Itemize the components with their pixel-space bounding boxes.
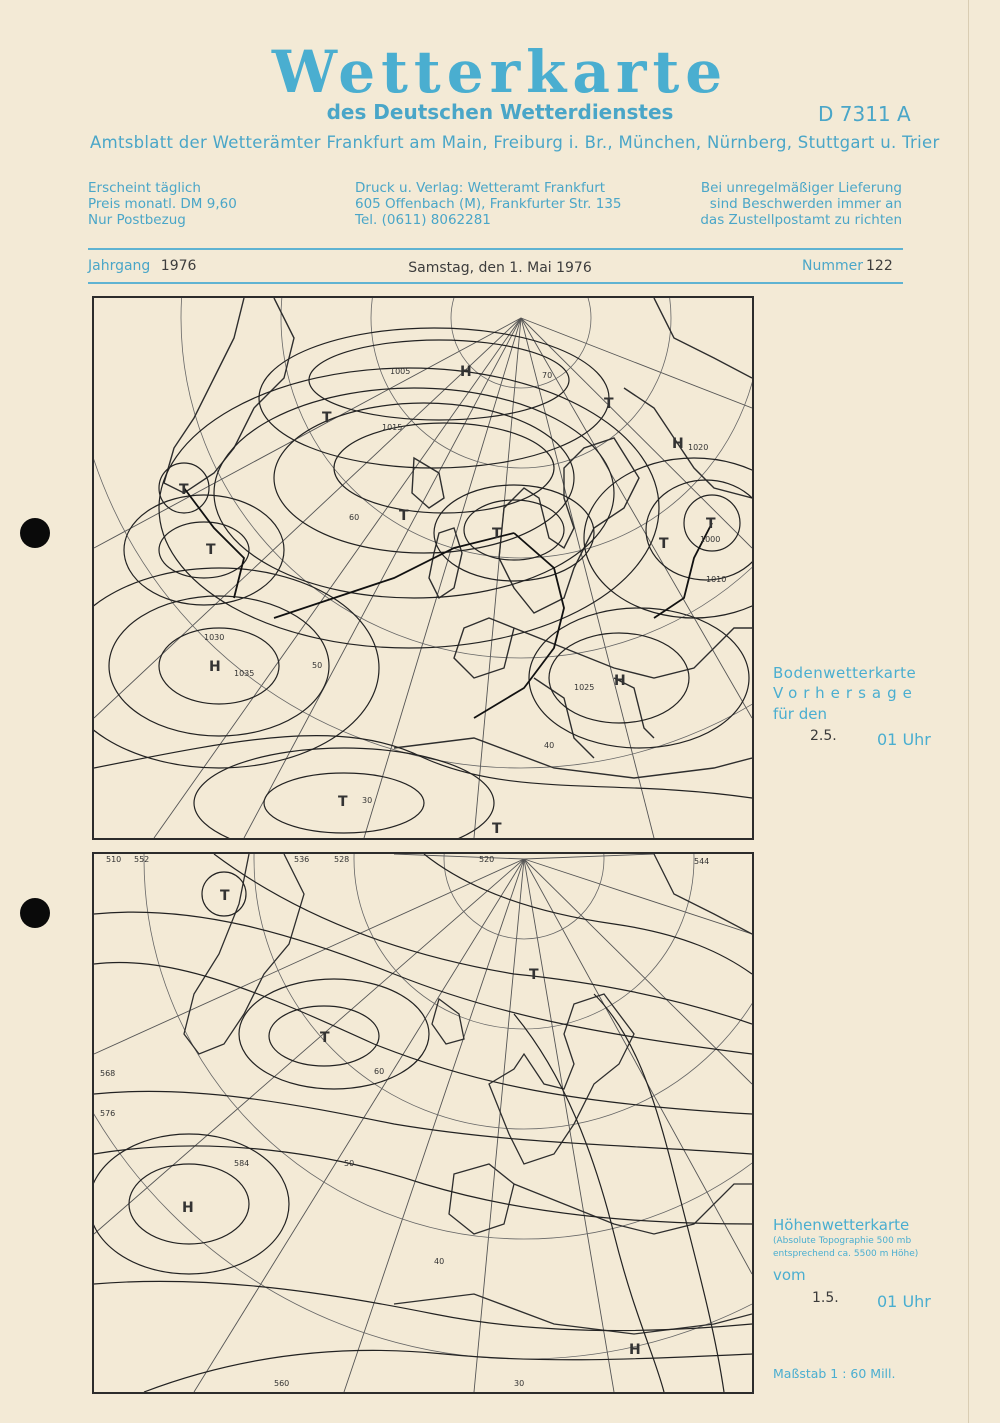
- contour-value: 544: [694, 857, 710, 866]
- low-label: T: [220, 888, 230, 904]
- low-label: T: [706, 516, 716, 532]
- upper-caption-from: vom: [773, 1266, 806, 1284]
- info-line: Preis monatl. DM 9,60: [88, 196, 237, 212]
- header-rule-top: [88, 248, 903, 250]
- low-label: T: [179, 482, 189, 498]
- latitude-value: 60: [374, 1067, 385, 1076]
- publisher-info: [355, 180, 622, 228]
- latitude-value: 50: [344, 1159, 355, 1168]
- delivery-notice: [700, 180, 902, 228]
- low-label: T: [338, 794, 348, 810]
- authorities-line: Amtsblatt der Wetterämter Frankfurt am Main, Freiburg i. Br., München, Nürnberg, Stuttgart u. Trier: [90, 133, 940, 152]
- low-label: T: [492, 821, 502, 837]
- isobar-value: 1035: [234, 669, 255, 678]
- surface-weather-map: [92, 296, 754, 840]
- contour-value: 560: [274, 1379, 290, 1388]
- low-label: T: [529, 967, 539, 983]
- isobar-value: 1005: [390, 367, 411, 376]
- contour-value: 520: [479, 855, 495, 864]
- publication-code: D 7311 A: [818, 102, 911, 126]
- contour-value: 576: [100, 1109, 116, 1118]
- masthead-title: Wetterkarte: [271, 38, 729, 106]
- upper-map-time: 01 Uhr: [877, 1292, 931, 1311]
- isobar-value: 1030: [204, 633, 225, 642]
- subscription-info: [88, 180, 237, 228]
- punch-hole-lower: [20, 898, 50, 928]
- contour-value: 568: [100, 1069, 116, 1078]
- latitude-value: 70: [542, 371, 553, 380]
- isobar-value: 1020: [688, 443, 709, 452]
- high-label: H: [672, 436, 684, 452]
- issue-date-text: Samstag, den 1. Mai 1976: [408, 260, 592, 276]
- contours: [94, 854, 752, 1392]
- punch-hole-upper: [20, 518, 50, 548]
- high-label: H: [460, 364, 472, 380]
- issue-number: [802, 258, 893, 274]
- upper-map-date: 1.5.: [812, 1290, 839, 1306]
- low-label: T: [206, 542, 216, 558]
- isobar-value: 1000: [700, 535, 721, 544]
- high-label: H: [209, 659, 221, 675]
- contour-value: 536: [294, 855, 310, 864]
- info-line: Bei unregelmäßiger Lieferung: [700, 180, 902, 196]
- low-label: T: [659, 536, 669, 552]
- info-line: Nur Postbezug: [88, 212, 186, 228]
- low-label: T: [322, 410, 332, 426]
- low-label: T: [604, 396, 614, 412]
- header-rule-bottom: [88, 282, 903, 284]
- surface-caption-forecast: Vorhersage: [773, 684, 918, 702]
- upper-air-map: [92, 852, 754, 1394]
- latitude-value: 30: [362, 796, 373, 805]
- upper-caption-height: entsprechend ca. 5500 m Höhe): [773, 1249, 919, 1259]
- isobar-value: 1025: [574, 683, 595, 692]
- latitude-value: 50: [312, 661, 323, 670]
- low-label: T: [320, 1030, 330, 1046]
- isobar-value: 1015: [382, 423, 403, 432]
- latitude-value: 40: [544, 741, 555, 750]
- isobars: [94, 328, 752, 838]
- info-line: Tel. (0611) 8062281: [355, 212, 491, 228]
- info-line: Druck u. Verlag: Wetteramt Frankfurt: [355, 180, 606, 196]
- info-line: sind Beschwerden immer an: [709, 196, 902, 212]
- contour-value: 528: [334, 855, 350, 864]
- map-scale: Maßstab 1 : 60 Mill.: [773, 1366, 896, 1381]
- nummer-label: Nummer: [802, 258, 863, 274]
- jahrgang-value: 1976: [160, 258, 197, 274]
- info-line: Erscheint täglich: [88, 180, 201, 196]
- contour-value: 584: [234, 1159, 250, 1168]
- surface-map-date: 2.5.: [810, 728, 837, 744]
- upper-caption-title: Höhenwetterkarte: [773, 1216, 910, 1234]
- high-label: H: [629, 1342, 641, 1358]
- upper-caption-topography: (Absolute Topographie 500 mb: [773, 1236, 912, 1246]
- contour-value: 510: [106, 855, 122, 864]
- isobar-value: 1010: [706, 575, 727, 584]
- masthead-subtitle: des Deutschen Wetterdienstes: [326, 100, 674, 124]
- low-label: T: [399, 508, 409, 524]
- latitude-value: 30: [514, 1379, 525, 1388]
- latitude-value: 40: [434, 1257, 445, 1266]
- low-label: T: [492, 526, 502, 542]
- info-line: das Zustellpostamt zu richten: [700, 212, 902, 228]
- latitude-value: 60: [349, 513, 360, 522]
- coastlines: [184, 854, 752, 1334]
- high-label: H: [182, 1200, 194, 1216]
- nummer-value: 122: [866, 258, 893, 274]
- surface-map-drawing: [94, 298, 752, 838]
- page-edge-line: [968, 0, 969, 1423]
- surface-caption-for: für den: [773, 705, 827, 723]
- jahrgang-label: Jahrgang: [88, 258, 151, 274]
- surface-map-time: 01 Uhr: [877, 730, 931, 749]
- surface-caption-title: Bodenwetterkarte: [773, 664, 917, 682]
- contour-value: 552: [134, 855, 150, 864]
- upper-map-drawing: [94, 854, 752, 1392]
- info-line: 605 Offenbach (M), Frankfurter Str. 135: [355, 196, 622, 212]
- high-label: H: [614, 673, 626, 689]
